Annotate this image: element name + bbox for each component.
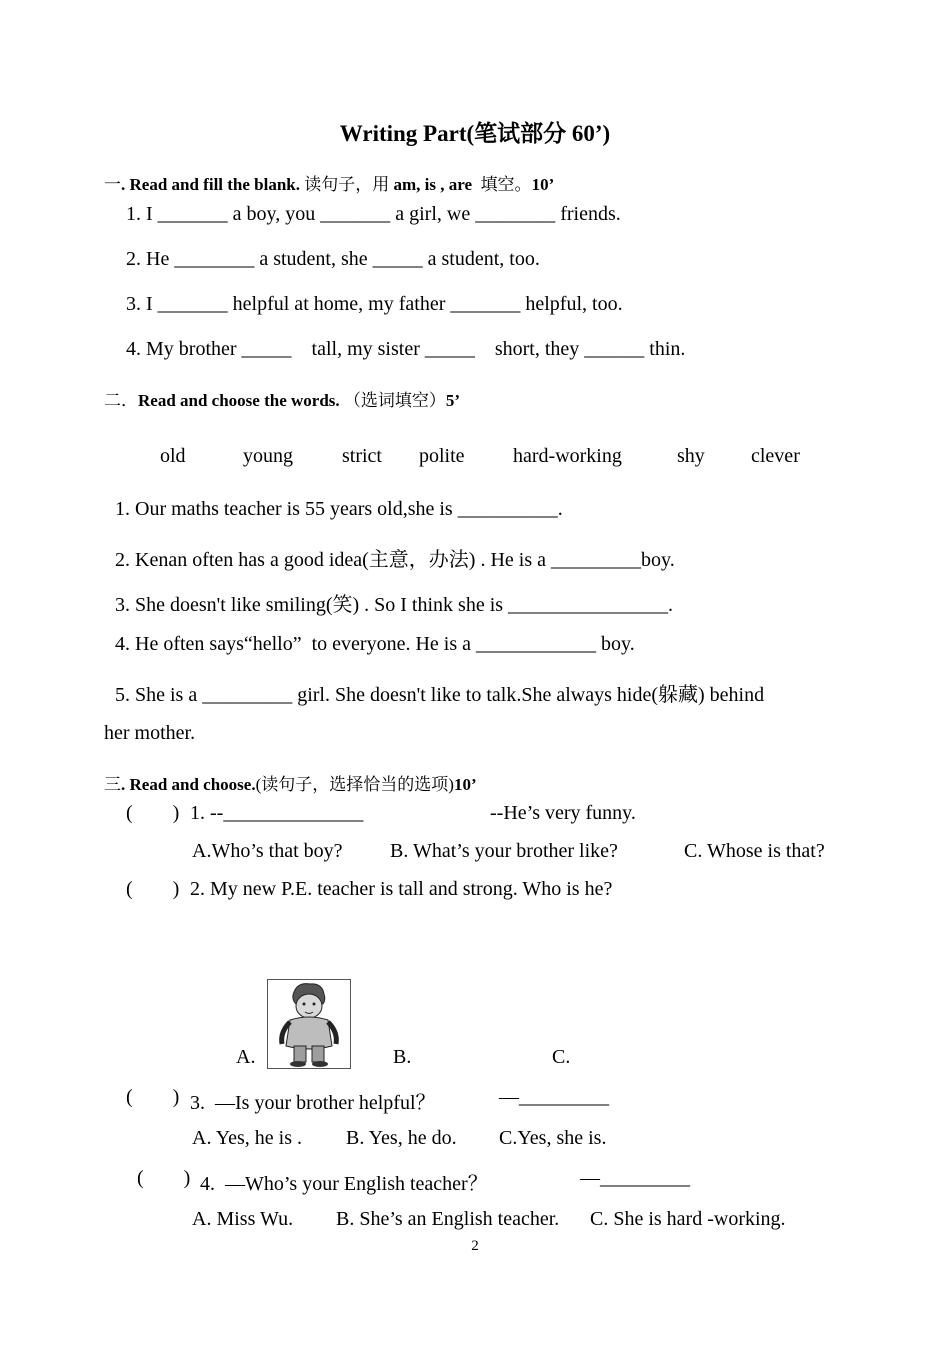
answer-paren: ( )	[126, 878, 180, 900]
q3-option-c: C.Yes, she is.	[499, 1127, 607, 1149]
word-bank-item: hard-working	[513, 445, 622, 467]
answer-paren: ( )	[137, 1167, 191, 1189]
section1-heading	[104, 170, 554, 195]
q4-option-b: B. She’s an English teacher.	[336, 1208, 560, 1230]
section1-instruction-cn: 读句子，用	[300, 175, 394, 194]
q4-option-a: A. Miss Wu.	[192, 1208, 294, 1230]
word-bank-item: old	[160, 445, 186, 467]
page-number: 2	[471, 1238, 479, 1254]
man-picture-option-a	[267, 979, 351, 1069]
q2-option-c: C.	[552, 1046, 571, 1068]
q3-reply: —_________	[499, 1086, 609, 1108]
section2-question-3: 3. She doesn't like smiling(笑) . So I think she is ________________.	[115, 594, 674, 616]
section1-question-4: 4. My brother _____ tall, my sister _____ short, they ______ thin.	[126, 338, 686, 360]
q3-option-b: B. Yes, he do.	[346, 1127, 457, 1149]
answer-paren: ( )	[126, 802, 180, 824]
man-illustration-icon	[268, 980, 350, 1068]
q2-option-a: A.	[236, 1046, 256, 1068]
section3-score: 10’	[453, 775, 477, 794]
section2-score: 5’	[445, 391, 461, 410]
q2-stem: 2. My new P.E. teacher is tall and strong. Who is he?	[190, 878, 613, 900]
q1-reply: --He’s very funny.	[490, 802, 636, 824]
section2-question-2: 2. Kenan often has a good idea(主意，办法) . He is a _________boy.	[115, 549, 675, 571]
section1-instruction: . Read and fill the blank.	[121, 175, 301, 194]
q1-option-c: C. Whose is that?	[684, 840, 825, 862]
section2-instruction-cn: （选词填空）	[339, 391, 446, 410]
section2-heading	[104, 386, 460, 411]
section1-question-1: 1. I _______ a boy, you _______ a girl, we ________ friends.	[126, 203, 621, 225]
section2-question-5: 5. She is a _________ girl. She doesn't like to talk.She always hide(躲藏) behind	[115, 684, 765, 706]
section1-question-3: 3. I _______ helpful at home, my father _______ helpful, too.	[126, 293, 623, 315]
q3-stem: 3. —Is your brother helpful？	[190, 1092, 436, 1114]
word-bank-item: polite	[419, 445, 465, 467]
section3-number: 三	[104, 775, 121, 794]
section3-heading	[104, 770, 477, 795]
q1-option-b: B. What’s your brother like?	[390, 840, 618, 862]
word-bank-item: young	[243, 445, 293, 467]
section2-question-5-cont: her mother.	[104, 722, 196, 744]
section1-score: 10’	[531, 175, 555, 194]
section3-instruction-cn: (读句子，选择恰当的选项)	[255, 775, 454, 794]
section1-words: am, is , are	[393, 175, 473, 194]
section3-instruction: . Read and choose.	[121, 775, 256, 794]
answer-paren: ( )	[126, 1086, 180, 1108]
q4-option-c: C. She is hard -working.	[590, 1208, 786, 1230]
section2-question-1: 1. Our maths teacher is 55 years old,she is __________.	[115, 498, 563, 520]
q3-option-a: A. Yes, he is .	[192, 1127, 303, 1149]
q1-option-a: A.Who’s that boy?	[192, 840, 343, 862]
q1-stem: 1. --______________	[190, 802, 364, 824]
section1-number: 一	[104, 175, 121, 194]
q4-reply: —_________	[580, 1167, 690, 1189]
section1-instruction-cn2: 填空。	[472, 175, 532, 194]
q4-stem: 4. —Who’s your English teacher？	[200, 1173, 488, 1195]
section1-question-2: 2. He ________ a student, she _____ a student, too.	[126, 248, 540, 270]
q2-option-b: B.	[393, 1046, 412, 1068]
word-bank-item: strict	[342, 445, 382, 467]
word-bank-item: shy	[677, 445, 705, 467]
section2-instruction: Read and choose the words.	[138, 391, 340, 410]
word-bank-item: clever	[751, 445, 800, 467]
section2-number: 二．	[104, 391, 138, 410]
section2-question-4: 4. He often says“hello” to everyone. He is a ____________ boy.	[115, 633, 635, 655]
page-title: Writing Part(笔试部分 60’)	[339, 121, 611, 146]
